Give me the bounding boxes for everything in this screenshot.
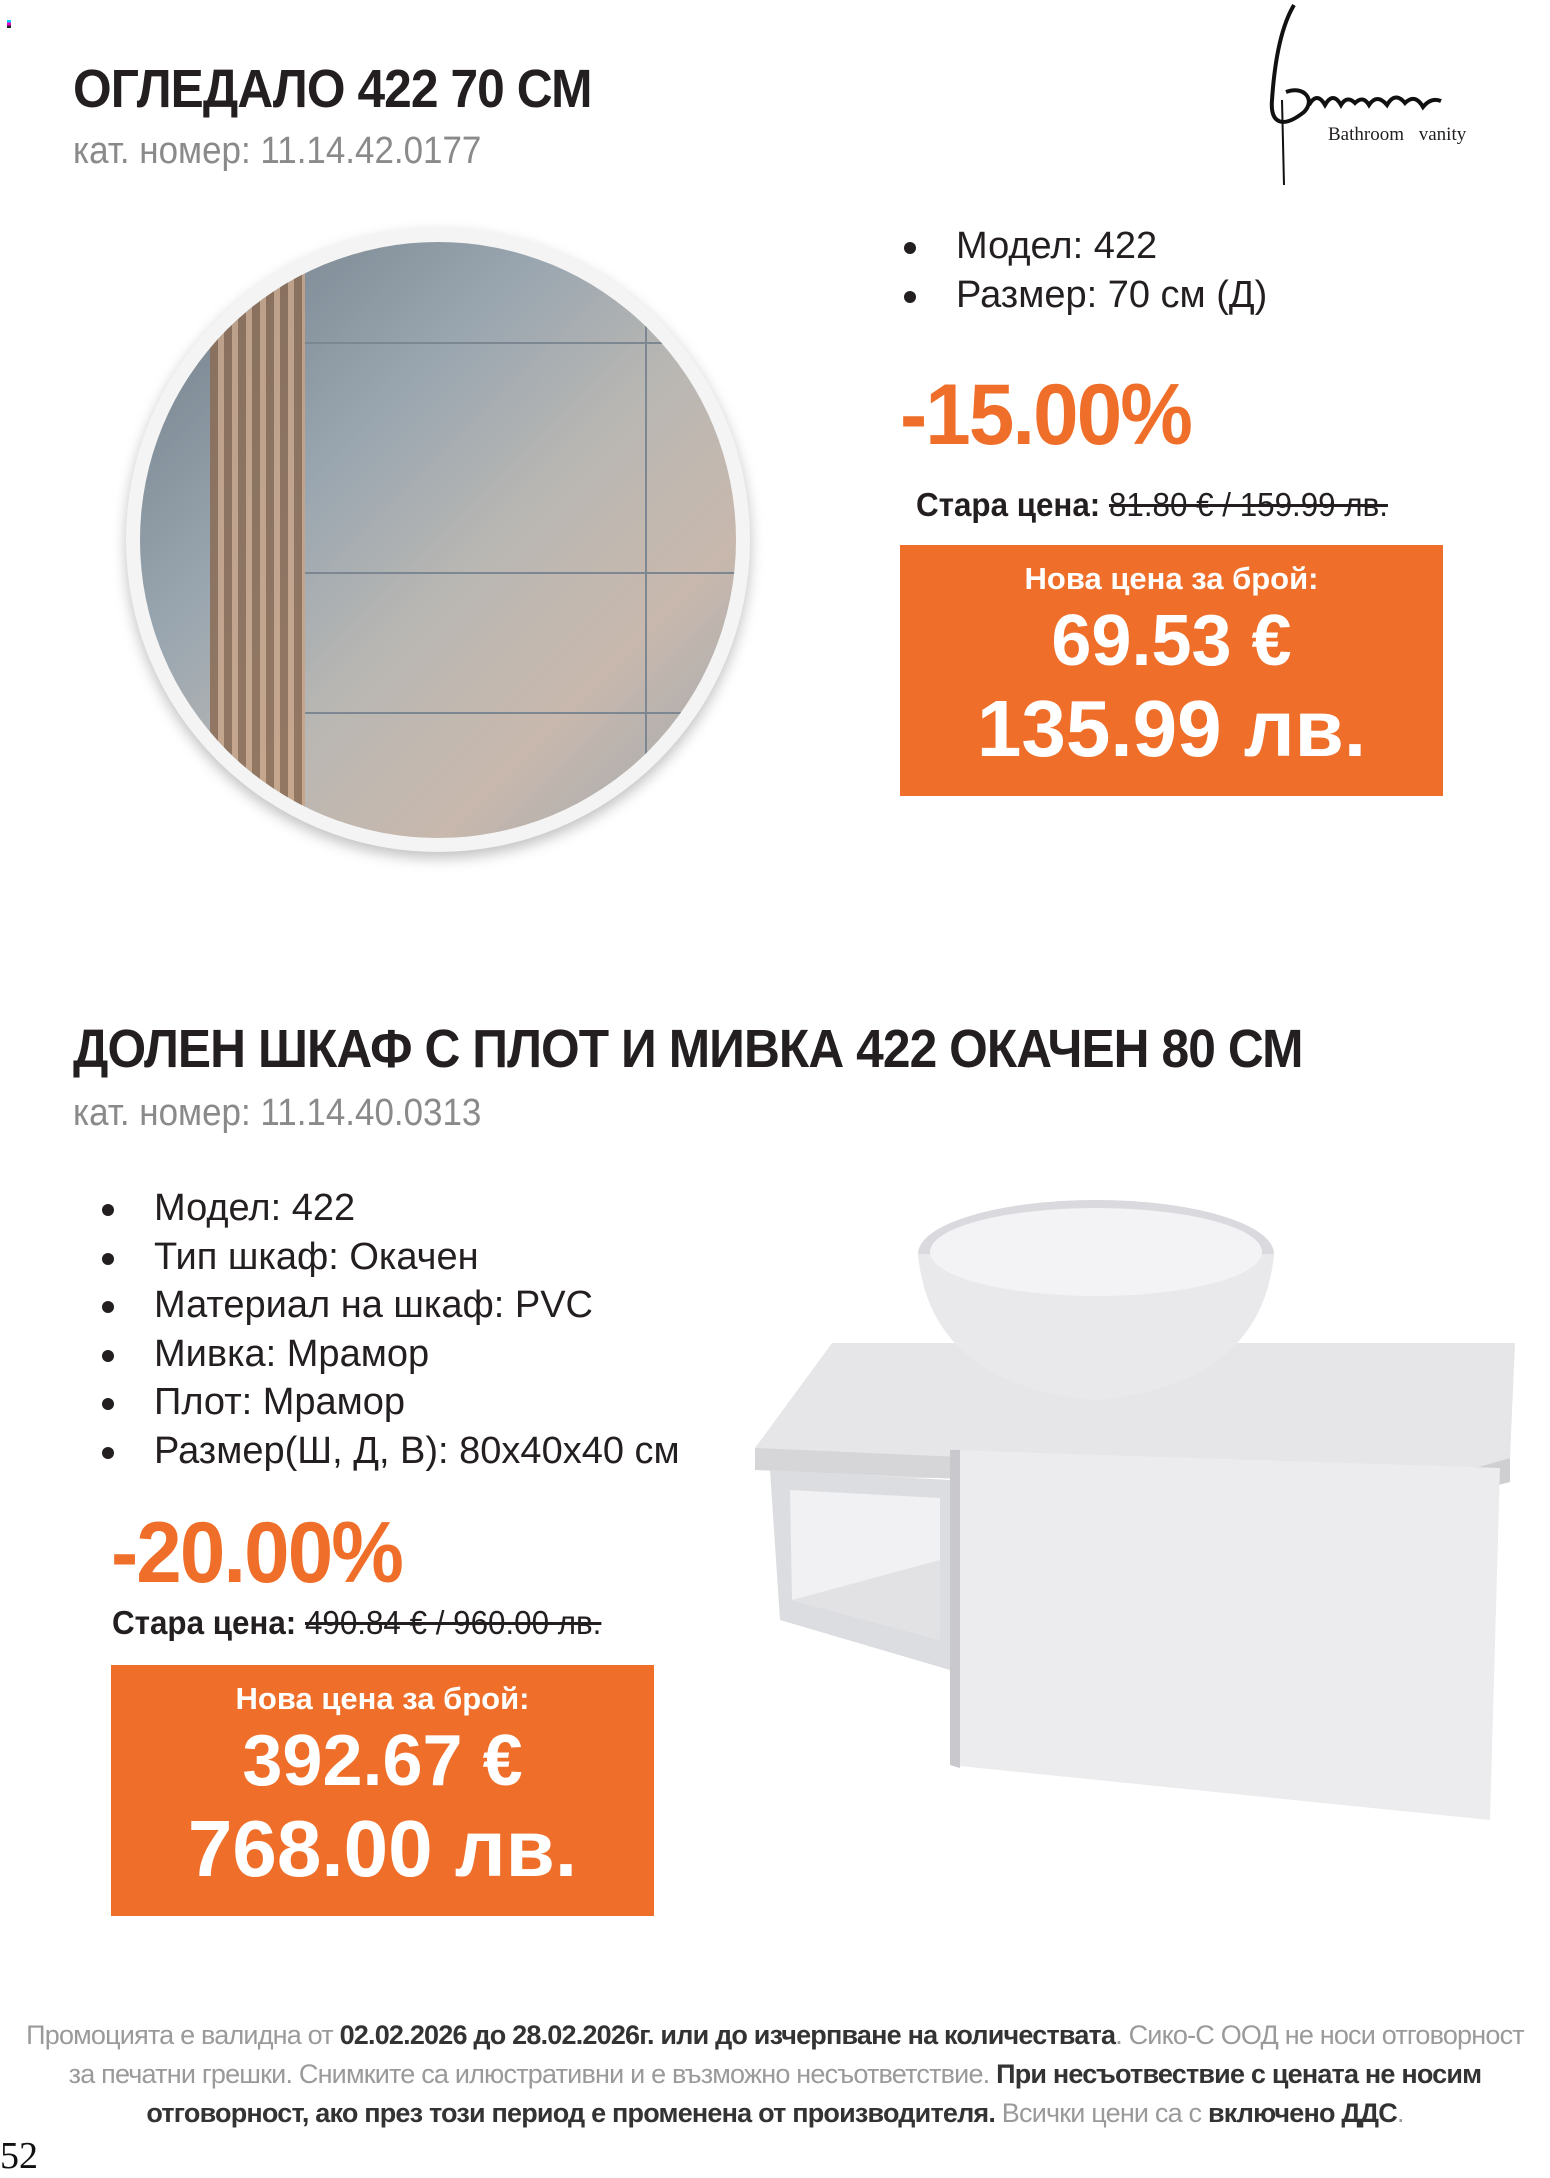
new-price-bgn: 135.99 лв. — [976, 684, 1367, 773]
discount-label: -20.00% — [111, 1505, 403, 1601]
mirror-image — [126, 228, 750, 852]
new-price-box — [900, 545, 1443, 796]
spec-item: Размер: 70 см (Д) — [900, 271, 1267, 320]
spec-item: Мивка: Мрамор — [98, 1330, 680, 1379]
old-price-label: Стара цена: — [112, 1604, 297, 1641]
spec-list — [98, 1184, 680, 1475]
spec-item: Материал на шкаф: PVC — [98, 1281, 680, 1330]
vanity-cabinet-image — [720, 1200, 1530, 1840]
old-price — [112, 1604, 601, 1642]
disclaimer-bold: отговорност, ако през този период е променена от производителя. — [146, 2098, 996, 2128]
vat-note: включено ДДС — [1207, 2098, 1397, 2128]
product-title: ДОЛЕН ШКАФ С ПЛОТ И МИВКА 422 ОКАЧЕН 80 СМ — [73, 1019, 1303, 1079]
disclaimer-text: . Сико-С ООД не носи отговорност — [1115, 2020, 1524, 2050]
new-price-box — [111, 1665, 654, 1916]
disclaimer-bold: При несъотвествие с цената не носим — [996, 2059, 1482, 2089]
print-marks — [7, 20, 11, 28]
promo-disclaimer-line-3 — [0, 2098, 1550, 2129]
new-price-label: Нова цена за брой: — [1024, 561, 1319, 596]
spec-item: Модел: 422 — [900, 222, 1267, 271]
spec-item: Модел: 422 — [98, 1184, 680, 1233]
old-price-value: 490.84 € / 960.00 лв. — [304, 1604, 602, 1641]
discount-label: -15.00% — [900, 367, 1192, 463]
catalog-number: кат. номер: 11.14.40.0313 — [73, 1092, 482, 1134]
brand-logo — [1254, 0, 1489, 190]
disclaimer-text: Всички цени са с — [995, 2098, 1208, 2128]
spec-item: Плот: Мрамор — [98, 1378, 680, 1427]
new-price-eur: 392.67 € — [242, 1721, 523, 1801]
disclaimer-text: . — [1396, 2098, 1404, 2128]
product-title: ОГЛЕДАЛО 422 70 СМ — [73, 59, 592, 119]
page-number: 52 — [0, 2135, 38, 2177]
disclaimer-text: Промоцията е валидна от — [26, 2020, 340, 2050]
spec-item: Размер(Ш, Д, В): 80x40x40 см — [98, 1427, 680, 1476]
new-price-bgn: 768.00 лв. — [187, 1804, 578, 1893]
logo-tagline: Bathroom vanity — [1328, 124, 1467, 145]
old-price-value: 81.80 € / 159.99 лв. — [1108, 486, 1388, 523]
promo-dates: 02.02.2026 до 28.02.2026г. или до изчерпване на количествата — [339, 2020, 1116, 2050]
catalog-number: кат. номер: 11.14.42.0177 — [73, 130, 482, 172]
disclaimer-text: за печатни грешки. Снимките са илюстративни и е възможно несъответствие. — [68, 2059, 997, 2089]
promo-disclaimer-line-2 — [0, 2059, 1550, 2090]
spec-item: Тип шкаф: Окачен — [98, 1233, 680, 1282]
papione-logo-icon — [1254, 0, 1489, 190]
promo-disclaimer-line-1 — [0, 2020, 1550, 2051]
new-price-eur: 69.53 € — [1051, 601, 1292, 681]
new-price-label: Нова цена за брой: — [235, 1681, 530, 1716]
spec-list — [900, 222, 1267, 319]
old-price-label: Стара цена: — [916, 486, 1101, 523]
old-price — [916, 486, 1388, 524]
